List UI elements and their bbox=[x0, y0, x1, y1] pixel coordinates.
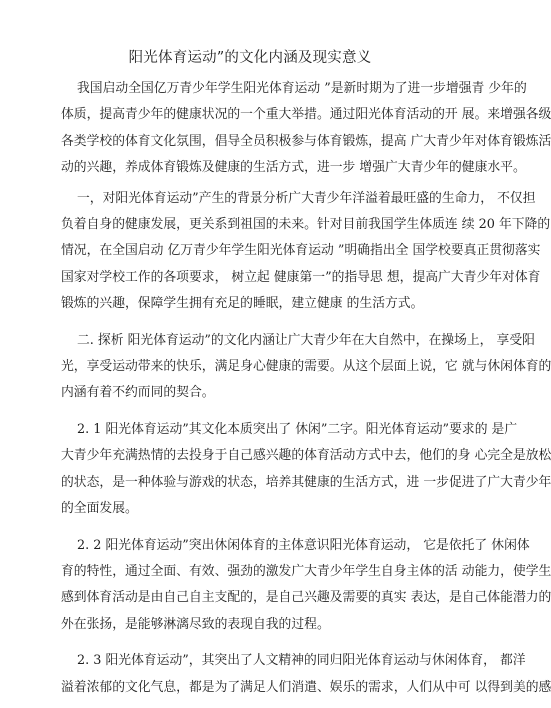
text-line: 大青少年充满热情的去投身于自己感兴趣的体育活动方式中去，他们的身 心完全是放松 bbox=[61, 448, 551, 464]
paragraph-analysis bbox=[61, 328, 551, 407]
text-line: 负着自身的健康发展，更关系到祖国的未来。针对目前我国学生体质连 续 20 年下降的 bbox=[61, 217, 551, 233]
text-line: 的全面发展。 bbox=[61, 501, 138, 517]
text-line: 动的兴趣，养成体育锻炼及健康的生活方式，进一步 增强广大青少年的健康水平。 bbox=[61, 160, 526, 176]
text-line: 锻炼的兴趣，保障学生拥有充足的睡眠，建立健康 的生活方式。 bbox=[61, 296, 424, 312]
paragraph-section-2-3 bbox=[61, 648, 551, 701]
text-line: 各类学校的体育文化氛围，倡导全员积极参与体育锻炼，提高 广大青少年对体育锻炼活 bbox=[61, 133, 551, 149]
text-line: 的状态，是一种体验与游戏的状态，培养其健康的生活方式，进 一步促进了广大青少年 bbox=[61, 474, 551, 490]
paragraph-background bbox=[61, 186, 551, 318]
text-line: 我国启动全国亿万青少年学生阳光体育运动 ”是新时期为了进一步增强青 少年的 bbox=[77, 81, 527, 96]
text-line: 光，享受运动带来的快乐，满足身心健康的需要。从这个层面上说，它 就与休闲体育的 bbox=[61, 359, 551, 375]
text-line: 感到体育活动是由自己自主支配的，是自己兴趣及需要的真实 表达，是自己体能潜力的 bbox=[61, 590, 551, 606]
text-line: 一，对阳光体育运动”产生的背景分析广大青少年洋溢着最旺盛的生命力， 不仅担 bbox=[77, 190, 536, 206]
text-line: 情况，在全国启动 亿万青少年学生阳光体育运动 ”明确指出全 国学校要真正贯彻落实 bbox=[61, 243, 541, 259]
document-body bbox=[61, 76, 551, 701]
document-title: 阳光体育运动”的文化内涵及现实意义 bbox=[128, 50, 372, 66]
text-line: 育的特性，通过全面、有效、强劲的激发广大青少年学生自身主体的活 动能力，使学生 bbox=[61, 563, 551, 579]
text-line: 二. 探析 阳光体育运动”的文化内涵让广大青少年在大自然中，在操场上， 享受阳 bbox=[77, 332, 535, 348]
text-line: 外在张扬，是能够淋漓尽致的表现自我的过程。 bbox=[61, 616, 330, 632]
text-line: 2. 2 阳光体育运动”突出休闲体育的主体意识阳光体育运动， 它是依托了 休闲体 bbox=[77, 537, 530, 553]
text-line: 国家对学校工作的各项要求， 树立起 健康第一”的指导思 想，提高广大青少年对体育 bbox=[61, 269, 541, 285]
text-line: 2. 1 阳光体育运动”其文化本质突出了 休闲”二字。阳光体育运动”要求的 是广 bbox=[77, 421, 518, 437]
text-line: 2. 3 阳光体育运动”，其突出了人文精神的同归阳光体育运动与休闲体育， 都洋 bbox=[77, 653, 526, 669]
text-line: 溢着浓郁的文化气息，都是为了满足人们消遣、娱乐的需求，人们从中可 以得到美的感 bbox=[61, 679, 551, 695]
text-line: 内涵有着不约而同的契合。 bbox=[61, 385, 215, 401]
paragraph-section-2-1 bbox=[61, 417, 551, 523]
text-line: 体质，提高青少年的健康状况的一个重大举措。通过阳光体育活动的开 展。来增强各级 bbox=[61, 107, 551, 123]
paragraph-intro bbox=[61, 76, 551, 182]
paragraph-section-2-2 bbox=[61, 533, 551, 639]
